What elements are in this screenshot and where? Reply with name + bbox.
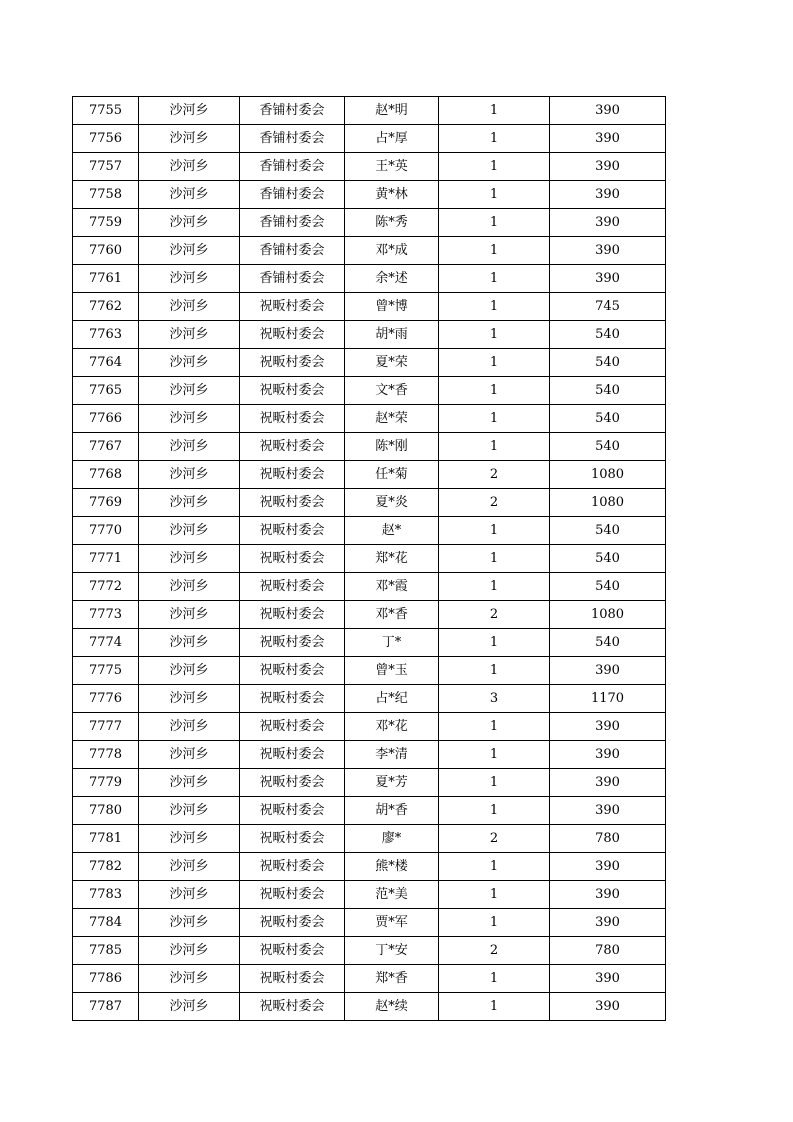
- village-committee-cell: 祝畈村委会: [240, 853, 345, 881]
- recipient-name-cell: 邓*香: [345, 601, 439, 629]
- recipient-name-cell: 邓*花: [345, 713, 439, 741]
- table-row: [73, 657, 666, 685]
- recipient-name-cell: 郑*香: [345, 965, 439, 993]
- township-cell: 沙河乡: [139, 629, 240, 657]
- township-cell: 沙河乡: [139, 573, 240, 601]
- roster-body: [73, 97, 666, 1021]
- township-cell: 沙河乡: [139, 825, 240, 853]
- township-cell: 沙河乡: [139, 461, 240, 489]
- table-row: [73, 741, 666, 769]
- recipient-name-cell: 陈*刚: [345, 433, 439, 461]
- township-cell: 沙河乡: [139, 965, 240, 993]
- township-cell: 沙河乡: [139, 237, 240, 265]
- amount-cell: 390: [550, 181, 666, 209]
- recipient-name-cell: 夏*炎: [345, 489, 439, 517]
- village-committee-cell: 祝畈村委会: [240, 937, 345, 965]
- amount-cell: 540: [550, 433, 666, 461]
- recipient-name-cell: 赵*: [345, 517, 439, 545]
- amount-cell: 780: [550, 937, 666, 965]
- person-count-cell: 1: [439, 993, 550, 1021]
- township-cell: 沙河乡: [139, 881, 240, 909]
- table-row: [73, 853, 666, 881]
- person-count-cell: 2: [439, 825, 550, 853]
- township-cell: 沙河乡: [139, 545, 240, 573]
- person-count-cell: 1: [439, 965, 550, 993]
- table-row: [73, 97, 666, 125]
- village-committee-cell: 祝畈村委会: [240, 629, 345, 657]
- township-cell: 沙河乡: [139, 657, 240, 685]
- amount-cell: 540: [550, 377, 666, 405]
- table-row: [73, 321, 666, 349]
- recipient-name-cell: 曾*博: [345, 293, 439, 321]
- row-number-cell: 7785: [73, 937, 139, 965]
- amount-cell: 390: [550, 909, 666, 937]
- amount-cell: 390: [550, 853, 666, 881]
- village-committee-cell: 祝畈村委会: [240, 321, 345, 349]
- person-count-cell: 1: [439, 713, 550, 741]
- table-row: [73, 433, 666, 461]
- row-number-cell: 7779: [73, 769, 139, 797]
- table-row: [73, 125, 666, 153]
- recipient-name-cell: 郑*花: [345, 545, 439, 573]
- township-cell: 沙河乡: [139, 993, 240, 1021]
- table-row: [73, 769, 666, 797]
- person-count-cell: 2: [439, 461, 550, 489]
- table-row: [73, 545, 666, 573]
- person-count-cell: 1: [439, 797, 550, 825]
- village-committee-cell: 祝畈村委会: [240, 825, 345, 853]
- amount-cell: 390: [550, 965, 666, 993]
- recipient-name-cell: 占*纪: [345, 685, 439, 713]
- recipient-name-cell: 丁*安: [345, 937, 439, 965]
- township-cell: 沙河乡: [139, 853, 240, 881]
- village-committee-cell: 祝畈村委会: [240, 657, 345, 685]
- recipient-name-cell: 胡*香: [345, 797, 439, 825]
- table-row: [73, 181, 666, 209]
- row-number-cell: 7766: [73, 405, 139, 433]
- person-count-cell: 1: [439, 741, 550, 769]
- person-count-cell: 1: [439, 769, 550, 797]
- person-count-cell: 2: [439, 489, 550, 517]
- person-count-cell: 1: [439, 433, 550, 461]
- township-cell: 沙河乡: [139, 153, 240, 181]
- amount-cell: 745: [550, 293, 666, 321]
- row-number-cell: 7773: [73, 601, 139, 629]
- row-number-cell: 7762: [73, 293, 139, 321]
- village-committee-cell: 祝畈村委会: [240, 293, 345, 321]
- person-count-cell: 1: [439, 517, 550, 545]
- village-committee-cell: 祝畈村委会: [240, 685, 345, 713]
- subsidy-roster-table: [72, 96, 666, 1021]
- township-cell: 沙河乡: [139, 321, 240, 349]
- table-row: [73, 937, 666, 965]
- amount-cell: 390: [550, 769, 666, 797]
- person-count-cell: 1: [439, 181, 550, 209]
- amount-cell: 540: [550, 349, 666, 377]
- township-cell: 沙河乡: [139, 797, 240, 825]
- township-cell: 沙河乡: [139, 741, 240, 769]
- row-number-cell: 7767: [73, 433, 139, 461]
- row-number-cell: 7782: [73, 853, 139, 881]
- township-cell: 沙河乡: [139, 405, 240, 433]
- village-committee-cell: 香铺村委会: [240, 209, 345, 237]
- recipient-name-cell: 范*美: [345, 881, 439, 909]
- recipient-name-cell: 熊*楼: [345, 853, 439, 881]
- table-row: [73, 237, 666, 265]
- amount-cell: 1080: [550, 601, 666, 629]
- recipient-name-cell: 廖*: [345, 825, 439, 853]
- row-number-cell: 7757: [73, 153, 139, 181]
- table-row: [73, 909, 666, 937]
- township-cell: 沙河乡: [139, 909, 240, 937]
- township-cell: 沙河乡: [139, 97, 240, 125]
- township-cell: 沙河乡: [139, 769, 240, 797]
- recipient-name-cell: 李*清: [345, 741, 439, 769]
- row-number-cell: 7771: [73, 545, 139, 573]
- amount-cell: 780: [550, 825, 666, 853]
- recipient-name-cell: 夏*芳: [345, 769, 439, 797]
- table-row: [73, 993, 666, 1021]
- township-cell: 沙河乡: [139, 349, 240, 377]
- township-cell: 沙河乡: [139, 937, 240, 965]
- table-row: [73, 349, 666, 377]
- village-committee-cell: 香铺村委会: [240, 153, 345, 181]
- amount-cell: 390: [550, 153, 666, 181]
- amount-cell: 540: [550, 321, 666, 349]
- table-row: [73, 965, 666, 993]
- row-number-cell: 7765: [73, 377, 139, 405]
- amount-cell: 390: [550, 741, 666, 769]
- person-count-cell: 1: [439, 265, 550, 293]
- village-committee-cell: 祝畈村委会: [240, 713, 345, 741]
- village-committee-cell: 香铺村委会: [240, 97, 345, 125]
- village-committee-cell: 香铺村委会: [240, 265, 345, 293]
- row-number-cell: 7786: [73, 965, 139, 993]
- row-number-cell: 7759: [73, 209, 139, 237]
- row-number-cell: 7778: [73, 741, 139, 769]
- person-count-cell: 1: [439, 153, 550, 181]
- amount-cell: 390: [550, 993, 666, 1021]
- amount-cell: 390: [550, 881, 666, 909]
- person-count-cell: 3: [439, 685, 550, 713]
- person-count-cell: 1: [439, 377, 550, 405]
- person-count-cell: 1: [439, 209, 550, 237]
- table-row: [73, 265, 666, 293]
- table-row: [73, 797, 666, 825]
- table-row: [73, 517, 666, 545]
- row-number-cell: 7783: [73, 881, 139, 909]
- village-committee-cell: 祝畈村委会: [240, 349, 345, 377]
- row-number-cell: 7772: [73, 573, 139, 601]
- person-count-cell: 1: [439, 293, 550, 321]
- table-row: [73, 825, 666, 853]
- row-number-cell: 7775: [73, 657, 139, 685]
- recipient-name-cell: 曾*玉: [345, 657, 439, 685]
- row-number-cell: 7787: [73, 993, 139, 1021]
- recipient-name-cell: 余*述: [345, 265, 439, 293]
- village-committee-cell: 祝畈村委会: [240, 797, 345, 825]
- amount-cell: 1170: [550, 685, 666, 713]
- row-number-cell: 7781: [73, 825, 139, 853]
- township-cell: 沙河乡: [139, 293, 240, 321]
- table-row: [73, 713, 666, 741]
- person-count-cell: 1: [439, 97, 550, 125]
- amount-cell: 390: [550, 713, 666, 741]
- row-number-cell: 7755: [73, 97, 139, 125]
- row-number-cell: 7770: [73, 517, 139, 545]
- row-number-cell: 7760: [73, 237, 139, 265]
- row-number-cell: 7761: [73, 265, 139, 293]
- amount-cell: 390: [550, 209, 666, 237]
- township-cell: 沙河乡: [139, 713, 240, 741]
- person-count-cell: 1: [439, 881, 550, 909]
- table-row: [73, 881, 666, 909]
- recipient-name-cell: 夏*荣: [345, 349, 439, 377]
- amount-cell: 1080: [550, 461, 666, 489]
- person-count-cell: 1: [439, 321, 550, 349]
- row-number-cell: 7758: [73, 181, 139, 209]
- recipient-name-cell: 黄*林: [345, 181, 439, 209]
- recipient-name-cell: 丁*: [345, 629, 439, 657]
- recipient-name-cell: 赵*荣: [345, 405, 439, 433]
- township-cell: 沙河乡: [139, 685, 240, 713]
- table-row: [73, 377, 666, 405]
- village-committee-cell: 祝畈村委会: [240, 377, 345, 405]
- row-number-cell: 7768: [73, 461, 139, 489]
- table-row: [73, 685, 666, 713]
- table-row: [73, 293, 666, 321]
- village-committee-cell: 香铺村委会: [240, 181, 345, 209]
- amount-cell: 1080: [550, 489, 666, 517]
- row-number-cell: 7777: [73, 713, 139, 741]
- township-cell: 沙河乡: [139, 181, 240, 209]
- township-cell: 沙河乡: [139, 601, 240, 629]
- recipient-name-cell: 任*菊: [345, 461, 439, 489]
- amount-cell: 540: [550, 545, 666, 573]
- person-count-cell: 1: [439, 909, 550, 937]
- person-count-cell: 1: [439, 405, 550, 433]
- village-committee-cell: 祝畈村委会: [240, 769, 345, 797]
- amount-cell: 390: [550, 237, 666, 265]
- person-count-cell: 2: [439, 601, 550, 629]
- table-row: [73, 573, 666, 601]
- recipient-name-cell: 胡*雨: [345, 321, 439, 349]
- row-number-cell: 7776: [73, 685, 139, 713]
- village-committee-cell: 祝畈村委会: [240, 601, 345, 629]
- recipient-name-cell: 邓*成: [345, 237, 439, 265]
- village-committee-cell: 祝畈村委会: [240, 993, 345, 1021]
- table-row: [73, 209, 666, 237]
- recipient-name-cell: 赵*明: [345, 97, 439, 125]
- row-number-cell: 7780: [73, 797, 139, 825]
- table-row: [73, 629, 666, 657]
- row-number-cell: 7774: [73, 629, 139, 657]
- amount-cell: 390: [550, 797, 666, 825]
- amount-cell: 390: [550, 265, 666, 293]
- row-number-cell: 7764: [73, 349, 139, 377]
- person-count-cell: 1: [439, 629, 550, 657]
- township-cell: 沙河乡: [139, 433, 240, 461]
- person-count-cell: 2: [439, 937, 550, 965]
- person-count-cell: 1: [439, 853, 550, 881]
- table-row: [73, 489, 666, 517]
- person-count-cell: 1: [439, 237, 550, 265]
- township-cell: 沙河乡: [139, 489, 240, 517]
- amount-cell: 540: [550, 629, 666, 657]
- table-row: [73, 601, 666, 629]
- amount-cell: 540: [550, 573, 666, 601]
- village-committee-cell: 香铺村委会: [240, 237, 345, 265]
- village-committee-cell: 祝畈村委会: [240, 489, 345, 517]
- person-count-cell: 1: [439, 125, 550, 153]
- person-count-cell: 1: [439, 573, 550, 601]
- person-count-cell: 1: [439, 545, 550, 573]
- township-cell: 沙河乡: [139, 517, 240, 545]
- row-number-cell: 7763: [73, 321, 139, 349]
- row-number-cell: 7769: [73, 489, 139, 517]
- village-committee-cell: 祝畈村委会: [240, 517, 345, 545]
- recipient-name-cell: 赵*续: [345, 993, 439, 1021]
- village-committee-cell: 祝畈村委会: [240, 461, 345, 489]
- person-count-cell: 1: [439, 657, 550, 685]
- township-cell: 沙河乡: [139, 209, 240, 237]
- village-committee-cell: 祝畈村委会: [240, 573, 345, 601]
- row-number-cell: 7756: [73, 125, 139, 153]
- township-cell: 沙河乡: [139, 265, 240, 293]
- recipient-name-cell: 占*厚: [345, 125, 439, 153]
- township-cell: 沙河乡: [139, 125, 240, 153]
- amount-cell: 540: [550, 517, 666, 545]
- recipient-name-cell: 邓*霞: [345, 573, 439, 601]
- person-count-cell: 1: [439, 349, 550, 377]
- recipient-name-cell: 贾*军: [345, 909, 439, 937]
- amount-cell: 390: [550, 657, 666, 685]
- table-row: [73, 405, 666, 433]
- village-committee-cell: 祝畈村委会: [240, 881, 345, 909]
- village-committee-cell: 祝畈村委会: [240, 405, 345, 433]
- village-committee-cell: 香铺村委会: [240, 125, 345, 153]
- recipient-name-cell: 王*英: [345, 153, 439, 181]
- amount-cell: 540: [550, 405, 666, 433]
- table-row: [73, 461, 666, 489]
- village-committee-cell: 祝畈村委会: [240, 741, 345, 769]
- row-number-cell: 7784: [73, 909, 139, 937]
- recipient-name-cell: 陈*秀: [345, 209, 439, 237]
- village-committee-cell: 祝畈村委会: [240, 909, 345, 937]
- village-committee-cell: 祝畈村委会: [240, 545, 345, 573]
- village-committee-cell: 祝畈村委会: [240, 965, 345, 993]
- township-cell: 沙河乡: [139, 377, 240, 405]
- village-committee-cell: 祝畈村委会: [240, 433, 345, 461]
- amount-cell: 390: [550, 125, 666, 153]
- amount-cell: 390: [550, 97, 666, 125]
- recipient-name-cell: 文*香: [345, 377, 439, 405]
- table-row: [73, 153, 666, 181]
